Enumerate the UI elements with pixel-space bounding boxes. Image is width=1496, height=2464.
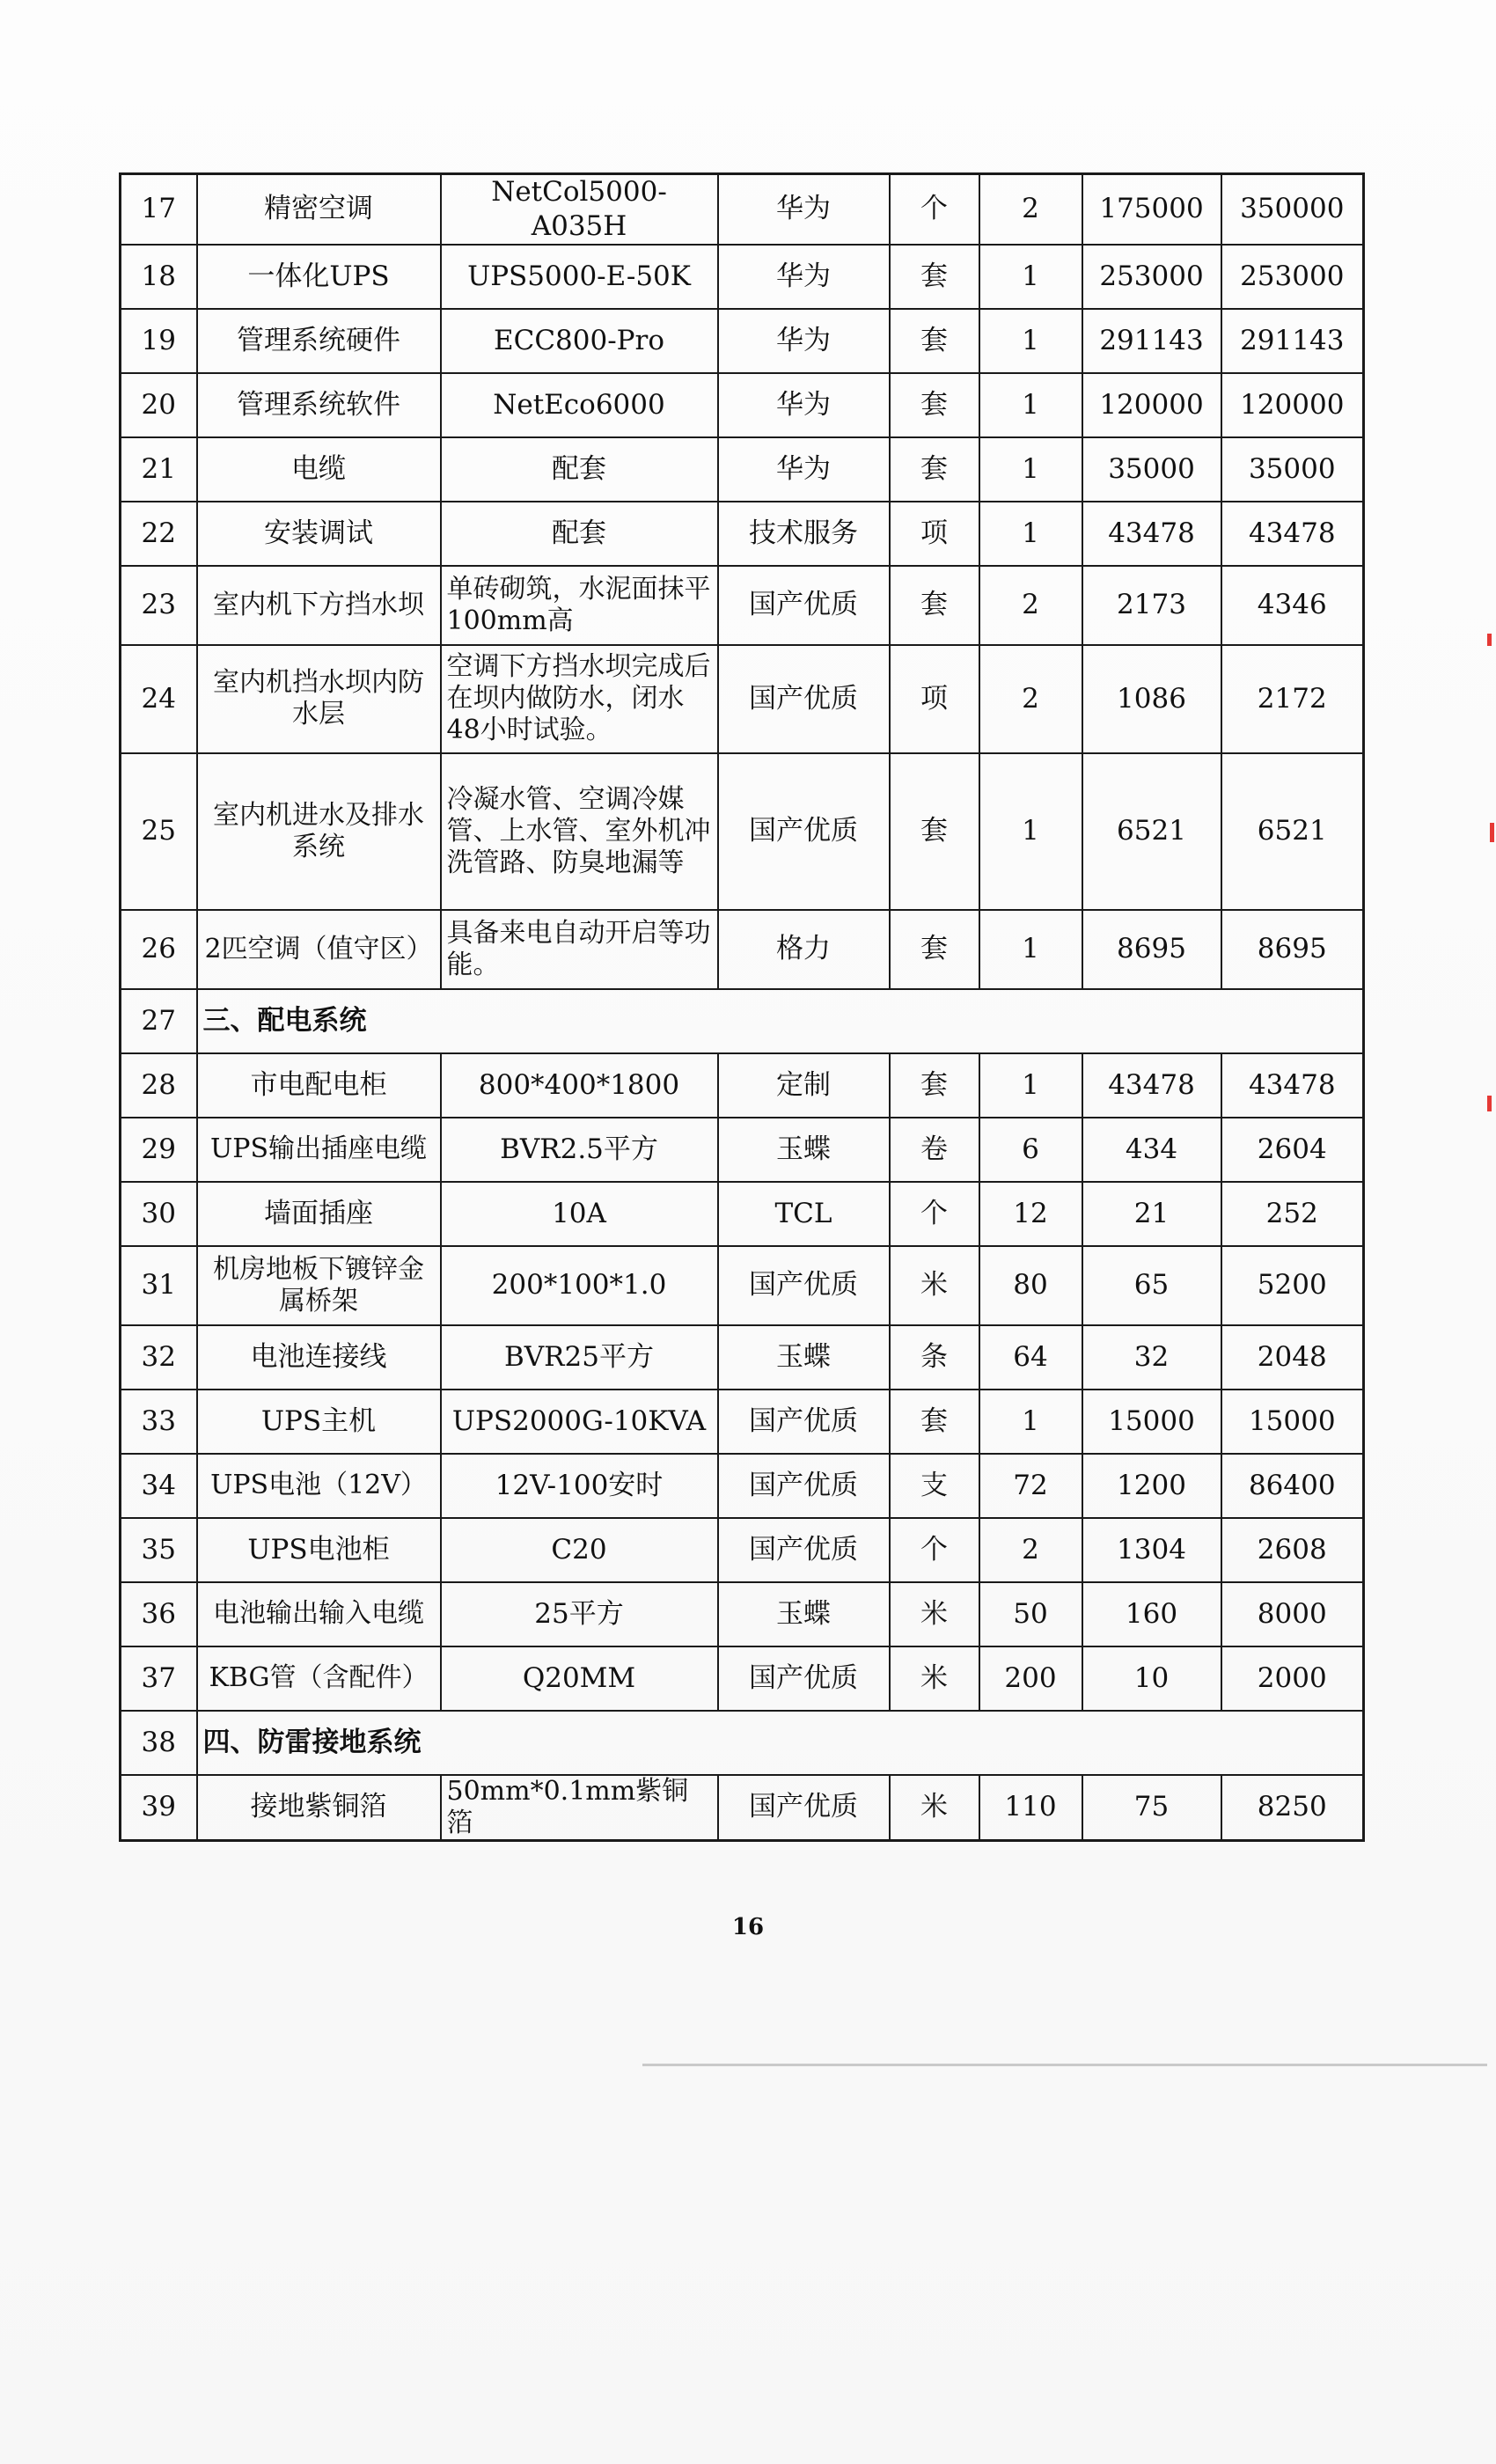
cell-model: BVR25平方: [441, 1325, 718, 1390]
table-row: [121, 753, 1364, 910]
cell-price: 6521: [1082, 753, 1221, 910]
cell-no: 17: [121, 174, 197, 245]
table-row: [121, 437, 1364, 502]
cell-model: NetEco6000: [441, 373, 718, 437]
cell-no: 29: [121, 1118, 197, 1182]
section-title: 四、防雷接地系统: [197, 1711, 1364, 1775]
cell-price: 8695: [1082, 910, 1221, 989]
cell-price: 21: [1082, 1182, 1221, 1246]
cell-brand: 技术服务: [718, 502, 890, 566]
cell-total: 86400: [1221, 1454, 1364, 1518]
cell-qty: 200: [979, 1646, 1082, 1711]
cell-qty: 12: [979, 1182, 1082, 1246]
cell-no: 27: [121, 989, 197, 1053]
cell-model: 12V-100安时: [441, 1454, 718, 1518]
cell-total: 2000: [1221, 1646, 1364, 1711]
cell-no: 34: [121, 1454, 197, 1518]
cell-qty: 1: [979, 753, 1082, 910]
cell-unit: 套: [890, 245, 979, 309]
cell-total: 252: [1221, 1182, 1364, 1246]
cell-brand: 华为: [718, 174, 890, 245]
cell-total: 253000: [1221, 245, 1364, 309]
cell-no: 39: [121, 1775, 197, 1841]
table-row: [121, 1182, 1364, 1246]
cell-unit: 套: [890, 910, 979, 989]
cell-model: UPS2000G-10KVA: [441, 1390, 718, 1454]
cell-name: UPS电池柜: [197, 1518, 441, 1582]
cell-unit: 套: [890, 437, 979, 502]
cell-unit: 套: [890, 1390, 979, 1454]
cell-brand: 国产优质: [718, 566, 890, 645]
cell-price: 32: [1082, 1325, 1221, 1390]
page-number: 16: [731, 1914, 765, 1940]
table-row: [121, 174, 1364, 245]
cell-price: 434: [1082, 1118, 1221, 1182]
cell-model: 冷凝水管、空调冷媒管、上水管、室外机冲洗管路、防臭地漏等: [441, 753, 718, 910]
cell-qty: 1: [979, 373, 1082, 437]
cell-no: 21: [121, 437, 197, 502]
cell-name: 安装调试: [197, 502, 441, 566]
cell-unit: 米: [890, 1775, 979, 1841]
cell-no: 30: [121, 1182, 197, 1246]
cell-name: UPS电池（12V）: [197, 1454, 441, 1518]
cell-model: BVR2.5平方: [441, 1118, 718, 1182]
section-row: [121, 989, 1364, 1053]
cell-price: 43478: [1082, 1053, 1221, 1118]
cell-unit: 套: [890, 566, 979, 645]
cell-price: 1304: [1082, 1518, 1221, 1582]
cell-qty: 72: [979, 1454, 1082, 1518]
table-row: [121, 1246, 1364, 1325]
cell-no: 20: [121, 373, 197, 437]
cell-model: 配套: [441, 502, 718, 566]
table-row: [121, 1775, 1364, 1841]
cell-price: 160: [1082, 1582, 1221, 1646]
cell-unit: 套: [890, 309, 979, 373]
cell-brand: 国产优质: [718, 1646, 890, 1711]
cell-unit: 个: [890, 174, 979, 245]
cell-total: 8695: [1221, 910, 1364, 989]
cell-price: 291143: [1082, 309, 1221, 373]
cell-total: 15000: [1221, 1390, 1364, 1454]
cell-name: 精密空调: [197, 174, 441, 245]
cell-qty: 1: [979, 910, 1082, 989]
cell-unit: 米: [890, 1582, 979, 1646]
cell-name: 室内机下方挡水坝: [197, 566, 441, 645]
cell-name: 电池连接线: [197, 1325, 441, 1390]
cell-brand: 国产优质: [718, 1775, 890, 1841]
cell-no: 35: [121, 1518, 197, 1582]
cell-model: C20: [441, 1518, 718, 1582]
cell-total: 8250: [1221, 1775, 1364, 1841]
cell-no: 38: [121, 1711, 197, 1775]
cell-total: 2604: [1221, 1118, 1364, 1182]
cell-brand: 格力: [718, 910, 890, 989]
cell-unit: 套: [890, 373, 979, 437]
cell-brand: 华为: [718, 437, 890, 502]
table-row: [121, 1390, 1364, 1454]
cell-no: 37: [121, 1646, 197, 1711]
cell-price: 2173: [1082, 566, 1221, 645]
cell-total: 350000: [1221, 174, 1364, 245]
cell-name: 市电配电柜: [197, 1053, 441, 1118]
cell-qty: 1: [979, 502, 1082, 566]
scan-artifact-line: [642, 2064, 1487, 2066]
cell-unit: 个: [890, 1182, 979, 1246]
cell-price: 43478: [1082, 502, 1221, 566]
cell-brand: 华为: [718, 373, 890, 437]
cell-model: UPS5000-E-50K: [441, 245, 718, 309]
cell-price: 10: [1082, 1646, 1221, 1711]
cell-price: 15000: [1082, 1390, 1221, 1454]
cell-model: 配套: [441, 437, 718, 502]
cell-unit: 套: [890, 1053, 979, 1118]
cell-total: 6521: [1221, 753, 1364, 910]
cell-total: 2172: [1221, 645, 1364, 753]
cell-name: 管理系统硬件: [197, 309, 441, 373]
cell-price: 1086: [1082, 645, 1221, 753]
cell-brand: 玉蝶: [718, 1582, 890, 1646]
cell-name: UPS输出插座电缆: [197, 1118, 441, 1182]
cell-unit: 项: [890, 502, 979, 566]
cell-price: 120000: [1082, 373, 1221, 437]
scan-artifact-mark: [1487, 1096, 1492, 1111]
table-row: [121, 1325, 1364, 1390]
cell-qty: 1: [979, 437, 1082, 502]
table-row: [121, 1518, 1364, 1582]
cell-qty: 6: [979, 1118, 1082, 1182]
cell-no: 28: [121, 1053, 197, 1118]
cell-qty: 2: [979, 1518, 1082, 1582]
cell-total: 35000: [1221, 437, 1364, 502]
cell-price: 253000: [1082, 245, 1221, 309]
cell-brand: 国产优质: [718, 645, 890, 753]
cell-brand: 国产优质: [718, 1390, 890, 1454]
section-title: 三、配电系统: [197, 989, 1364, 1053]
table-row: [121, 1454, 1364, 1518]
cell-model: 200*100*1.0: [441, 1246, 718, 1325]
cell-unit: 支: [890, 1454, 979, 1518]
cell-brand: 定制: [718, 1053, 890, 1118]
cell-price: 35000: [1082, 437, 1221, 502]
cell-brand: 华为: [718, 309, 890, 373]
cell-unit: 米: [890, 1246, 979, 1325]
cell-unit: 项: [890, 645, 979, 753]
cell-brand: 国产优质: [718, 1518, 890, 1582]
cell-model: ECC800-Pro: [441, 309, 718, 373]
cell-model: Q20MM: [441, 1646, 718, 1711]
cell-no: 26: [121, 910, 197, 989]
cell-brand: 国产优质: [718, 1454, 890, 1518]
cell-name: 一体化UPS: [197, 245, 441, 309]
cell-qty: 1: [979, 245, 1082, 309]
cell-name: UPS主机: [197, 1390, 441, 1454]
table-row: [121, 1582, 1364, 1646]
table-row: [121, 502, 1364, 566]
cell-price: 75: [1082, 1775, 1221, 1841]
cell-name: 机房地板下镀锌金属桥架: [197, 1246, 441, 1325]
cell-brand: 华为: [718, 245, 890, 309]
table-row: [121, 645, 1364, 753]
cell-no: 31: [121, 1246, 197, 1325]
cell-price: 1200: [1082, 1454, 1221, 1518]
cell-total: 2608: [1221, 1518, 1364, 1582]
table-row: [121, 309, 1364, 373]
cell-name: 接地紫铜箔: [197, 1775, 441, 1841]
cell-no: 23: [121, 566, 197, 645]
cell-no: 36: [121, 1582, 197, 1646]
cell-model: 25平方: [441, 1582, 718, 1646]
cell-model: 10A: [441, 1182, 718, 1246]
cell-no: 32: [121, 1325, 197, 1390]
cell-total: 291143: [1221, 309, 1364, 373]
cell-total: 4346: [1221, 566, 1364, 645]
cell-total: 8000: [1221, 1582, 1364, 1646]
cell-price: 175000: [1082, 174, 1221, 245]
cell-name: 室内机挡水坝内防水层: [197, 645, 441, 753]
table-row: [121, 910, 1364, 989]
cell-model: 800*400*1800: [441, 1053, 718, 1118]
table-row: [121, 245, 1364, 309]
cell-brand: 国产优质: [718, 753, 890, 910]
cell-name: 室内机进水及排水系统: [197, 753, 441, 910]
cell-qty: 1: [979, 1053, 1082, 1118]
quotation-table: [119, 172, 1365, 1842]
table-row: [121, 373, 1364, 437]
cell-no: 22: [121, 502, 197, 566]
cell-model: NetCol5000-A035H: [441, 174, 718, 245]
cell-model: 单砖砌筑，水泥面抹平100mm高: [441, 566, 718, 645]
scan-artifact-mark: [1487, 634, 1492, 646]
table-row: [121, 1646, 1364, 1711]
table-row: [121, 1118, 1364, 1182]
cell-total: 43478: [1221, 1053, 1364, 1118]
cell-unit: 米: [890, 1646, 979, 1711]
section-row: [121, 1711, 1364, 1775]
cell-name: 电池输出输入电缆: [197, 1582, 441, 1646]
cell-brand: 玉蝶: [718, 1118, 890, 1182]
cell-name: 电缆: [197, 437, 441, 502]
cell-name: KBG管（含配件）: [197, 1646, 441, 1711]
cell-qty: 1: [979, 1390, 1082, 1454]
cell-qty: 80: [979, 1246, 1082, 1325]
cell-no: 25: [121, 753, 197, 910]
cell-name: 墙面插座: [197, 1182, 441, 1246]
cell-qty: 1: [979, 309, 1082, 373]
cell-qty: 2: [979, 174, 1082, 245]
cell-qty: 50: [979, 1582, 1082, 1646]
cell-name: 2匹空调（值守区）: [197, 910, 441, 989]
cell-unit: 条: [890, 1325, 979, 1390]
cell-price: 65: [1082, 1246, 1221, 1325]
cell-qty: 2: [979, 645, 1082, 753]
cell-qty: 2: [979, 566, 1082, 645]
cell-model: 50mm*0.1mm紫铜箔: [441, 1775, 718, 1841]
cell-total: 120000: [1221, 373, 1364, 437]
cell-no: 24: [121, 645, 197, 753]
cell-unit: 个: [890, 1518, 979, 1582]
cell-name: 管理系统软件: [197, 373, 441, 437]
cell-model: 具备来电自动开启等功能。: [441, 910, 718, 989]
cell-total: 5200: [1221, 1246, 1364, 1325]
scan-artifact-mark: [1490, 823, 1494, 842]
cell-brand: 国产优质: [718, 1246, 890, 1325]
cell-qty: 64: [979, 1325, 1082, 1390]
table-row: [121, 566, 1364, 645]
cell-model: 空调下方挡水坝完成后在坝内做防水，闭水48小时试验。: [441, 645, 718, 753]
cell-no: 33: [121, 1390, 197, 1454]
cell-brand: 玉蝶: [718, 1325, 890, 1390]
cell-total: 43478: [1221, 502, 1364, 566]
cell-no: 19: [121, 309, 197, 373]
cell-unit: 套: [890, 753, 979, 910]
cell-unit: 卷: [890, 1118, 979, 1182]
cell-qty: 110: [979, 1775, 1082, 1841]
cell-total: 2048: [1221, 1325, 1364, 1390]
cell-no: 18: [121, 245, 197, 309]
table-row: [121, 1053, 1364, 1118]
cell-brand: TCL: [718, 1182, 890, 1246]
